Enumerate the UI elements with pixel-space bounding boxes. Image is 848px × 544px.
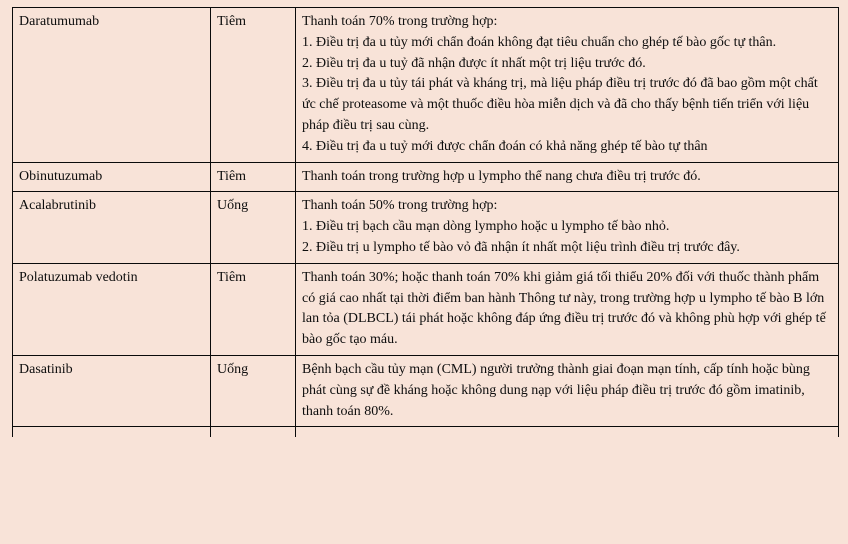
page-left-margin (0, 0, 12, 544)
payment-term-line: Thanh toán trong trường hợp u lympho thể nang chưa điều trị trước đó. (302, 168, 701, 184)
table-body (13, 8, 839, 438)
cell-administration-route (211, 427, 296, 438)
table-row (13, 263, 839, 355)
payment-term-line: 2. Điều trị u lympho tế bào vỏ đã nhận ít nhất một liệu trình điều trị trước đây. (302, 239, 740, 255)
table-row (13, 192, 839, 263)
table-row (13, 427, 839, 438)
cell-drug-name: Acalabrutinib (13, 192, 211, 263)
drug-reimbursement-table (12, 7, 839, 437)
cell-administration-route: Uống (211, 192, 296, 263)
table-row (13, 162, 839, 192)
payment-term-line: Thanh toán 50% trong trường hợp: (302, 198, 498, 214)
cell-drug-name: Daratumumab (13, 8, 211, 163)
cell-drug-name: Polatuzumab vedotin (13, 263, 211, 355)
payment-term-line: Bệnh bạch cầu tủy mạn (CML) người trưởng thành giai đoạn mạn tính, cấp tính hoặc bùng phát cùng sự đề kháng hoặc không dung nạp với liệu pháp điều trị trước đó gồm imatinib, thanh toán 80%. (302, 361, 810, 419)
cell-payment-terms (296, 8, 839, 163)
cell-administration-route: Tiêm (211, 263, 296, 355)
payment-term-line: 1. Điều trị đa u tủy mới chẩn đoán không đạt tiêu chuẩn cho ghép tế bào gốc tự thân. (302, 34, 777, 50)
payment-term-line: 2. Điều trị đa u tuỷ đã nhận được ít nhất một trị liệu trước đó. (302, 55, 646, 71)
payment-term-line: 4. Điều trị đa u tuỷ mới được chẩn đoán có khả năng ghép tế bào tự thân (302, 138, 708, 154)
table-row (13, 8, 839, 163)
cell-administration-route: Uống (211, 355, 296, 426)
cell-drug-name: Dasatinib (13, 355, 211, 426)
cell-administration-route: Tiêm (211, 162, 296, 192)
cell-payment-terms (296, 427, 839, 438)
page-top-margin (0, 0, 848, 7)
cell-payment-terms (296, 192, 839, 263)
payment-term-line: 3. Điều trị đa u tủy tái phát và kháng trị, mà liệu pháp điều trị trước đó đã bao gồm một chất ức chế proteasome và một thuốc điều hòa miễn dịch và đã cho thấy bệnh tiến triển với liệu pháp điều trị sau cùng. (302, 76, 818, 133)
cell-payment-terms (296, 162, 839, 192)
cell-drug-name (13, 427, 211, 438)
cell-payment-terms (296, 355, 839, 426)
cell-drug-name: Obinutuzumab (13, 162, 211, 192)
payment-term-line: 1. Điều trị bạch cầu mạn dòng lympho hoặc u lympho tế bào nhỏ. (302, 219, 670, 235)
payment-term-line: Thanh toán 30%; hoặc thanh toán 70% khi giảm giá tối thiểu 20% đối với thuốc thành phẩm có giá cao nhất tại thời điểm ban hành Thông tư này, trong trường hợp u lympho tế bào B lớn lan tỏa (DLBCL) tái phát hoặc không đáp ứng điều trị trước đó và không phù hợp với ghép tế bào gốc tạo máu. (302, 269, 826, 348)
cell-administration-route: Tiêm (211, 8, 296, 163)
table-row (13, 355, 839, 426)
cell-payment-terms (296, 263, 839, 355)
payment-term-line: Thanh toán 70% trong trường hợp: (302, 14, 498, 29)
